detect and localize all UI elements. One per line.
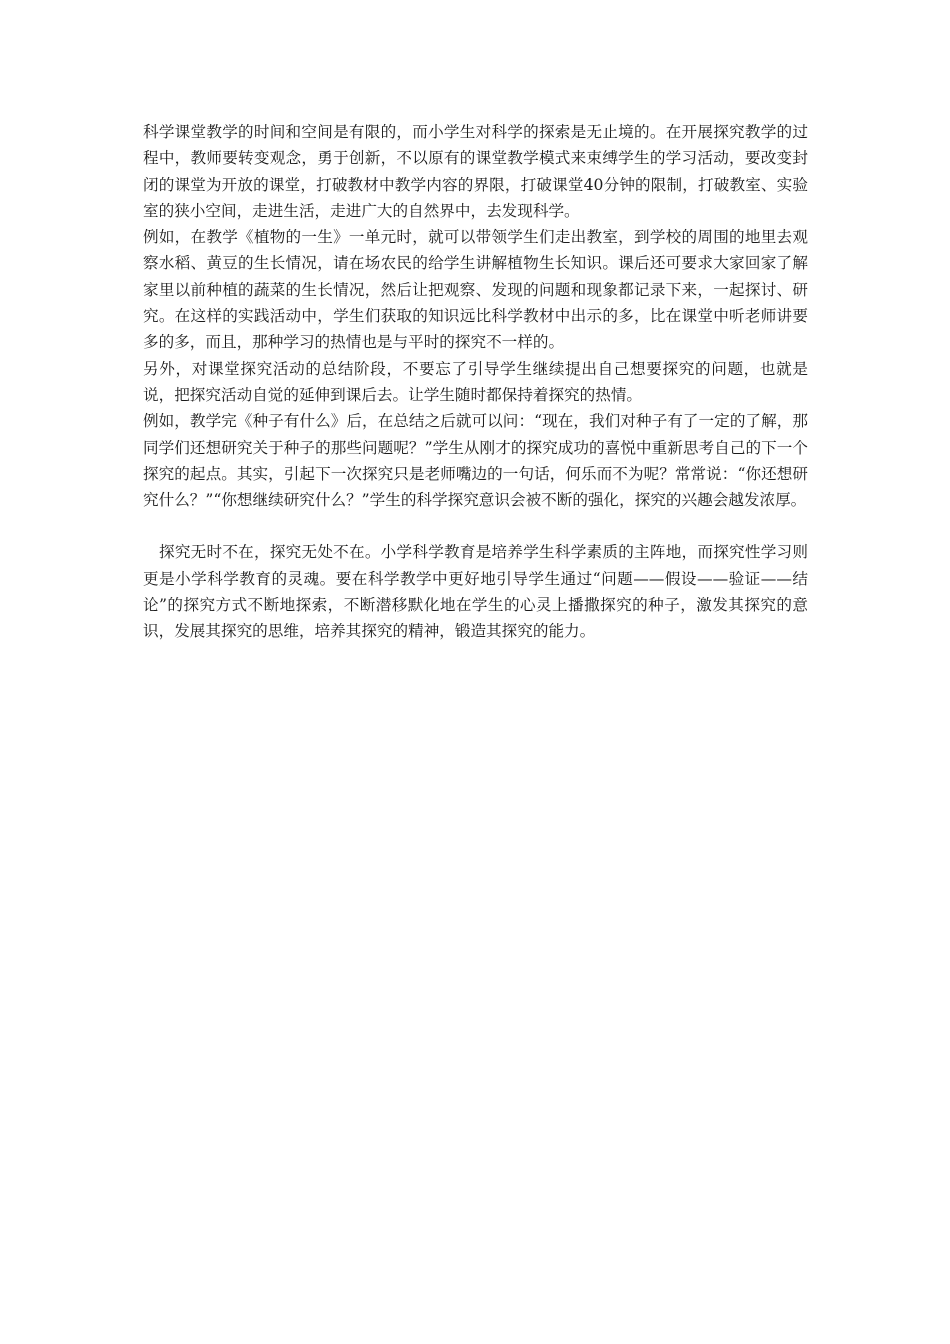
paragraph-summary-stage: 另外，对课堂探究活动的总结阶段，不要忘了引导学生继续提出自己想要探究的问题，也就是说，把探究活动自觉的延伸到课后去。让学生随时都保持着探究的热情。 bbox=[143, 359, 808, 404]
document-body bbox=[143, 119, 808, 645]
paragraph-plant-example: 例如，在教学《植物的一生》一单元时，就可以带领学生们走出教室，到学校的周围的地里去观察水稻、黄豆的生长情况，请在场农民的给学生讲解植物生长知识。课后还可要求大家回家了解家里以前种植的蔬菜的生长情况，然后让把观察、发现的问题和现象都记录下来，一起探讨、研究。在这样的实践活动中，学生们获取的知识远比科学教材中出示的多，比在课堂中听老师讲要多的多，而且，那种学习的热情也是与平时的探究不一样的。 bbox=[143, 228, 808, 352]
paragraph-time-space: 科学课堂教学的时间和空间是有限的，而小学生对科学的探索是无止境的。在开展探究教学的过程中，教师要转变观念，勇于创新，不以原有的课堂教学模式来束缚学生的学习活动，要改变封闭的课堂为开放的课堂，打破教材中教学内容的界限，打破课堂40分钟的限制，打破教室、实验室的狭小空间，走进生活，走进广大的自然界中，去发现科学。 bbox=[143, 123, 808, 220]
paragraph-seed-example: 例如，教学完《种子有什么》后，在总结之后就可以问：“现在，我们对种子有了一定的了解，那同学们还想研究关于种子的那些问题呢？”学生从刚才的探究成功的喜悦中重新思考自己的下一个探究的起点。其实，引起下一次探究只是老师嘴边的一句话，何乐而不为呢？常常说：“你还想研究什么？”“你想继续研究什么？”学生的科学探究意识会被不断的强化，探究的兴趣会越发浓厚。 bbox=[143, 412, 808, 510]
paragraph-spacer bbox=[143, 513, 808, 539]
paragraph-conclusion: 探究无时不在，探究无处不在。小学科学教育是培养学生科学素质的主阵地，而探究性学习则更是小学科学教育的灵魂。要在科学教学中更好地引导学生通过“问题——假设——验证——结论”的探究方式不断地探索，不断潜移默化地在学生的心灵上播撒探究的种子，激发其探究的意识，发展其探究的思维，培养其探究的精神，锻造其探究的能力。 bbox=[143, 543, 808, 641]
